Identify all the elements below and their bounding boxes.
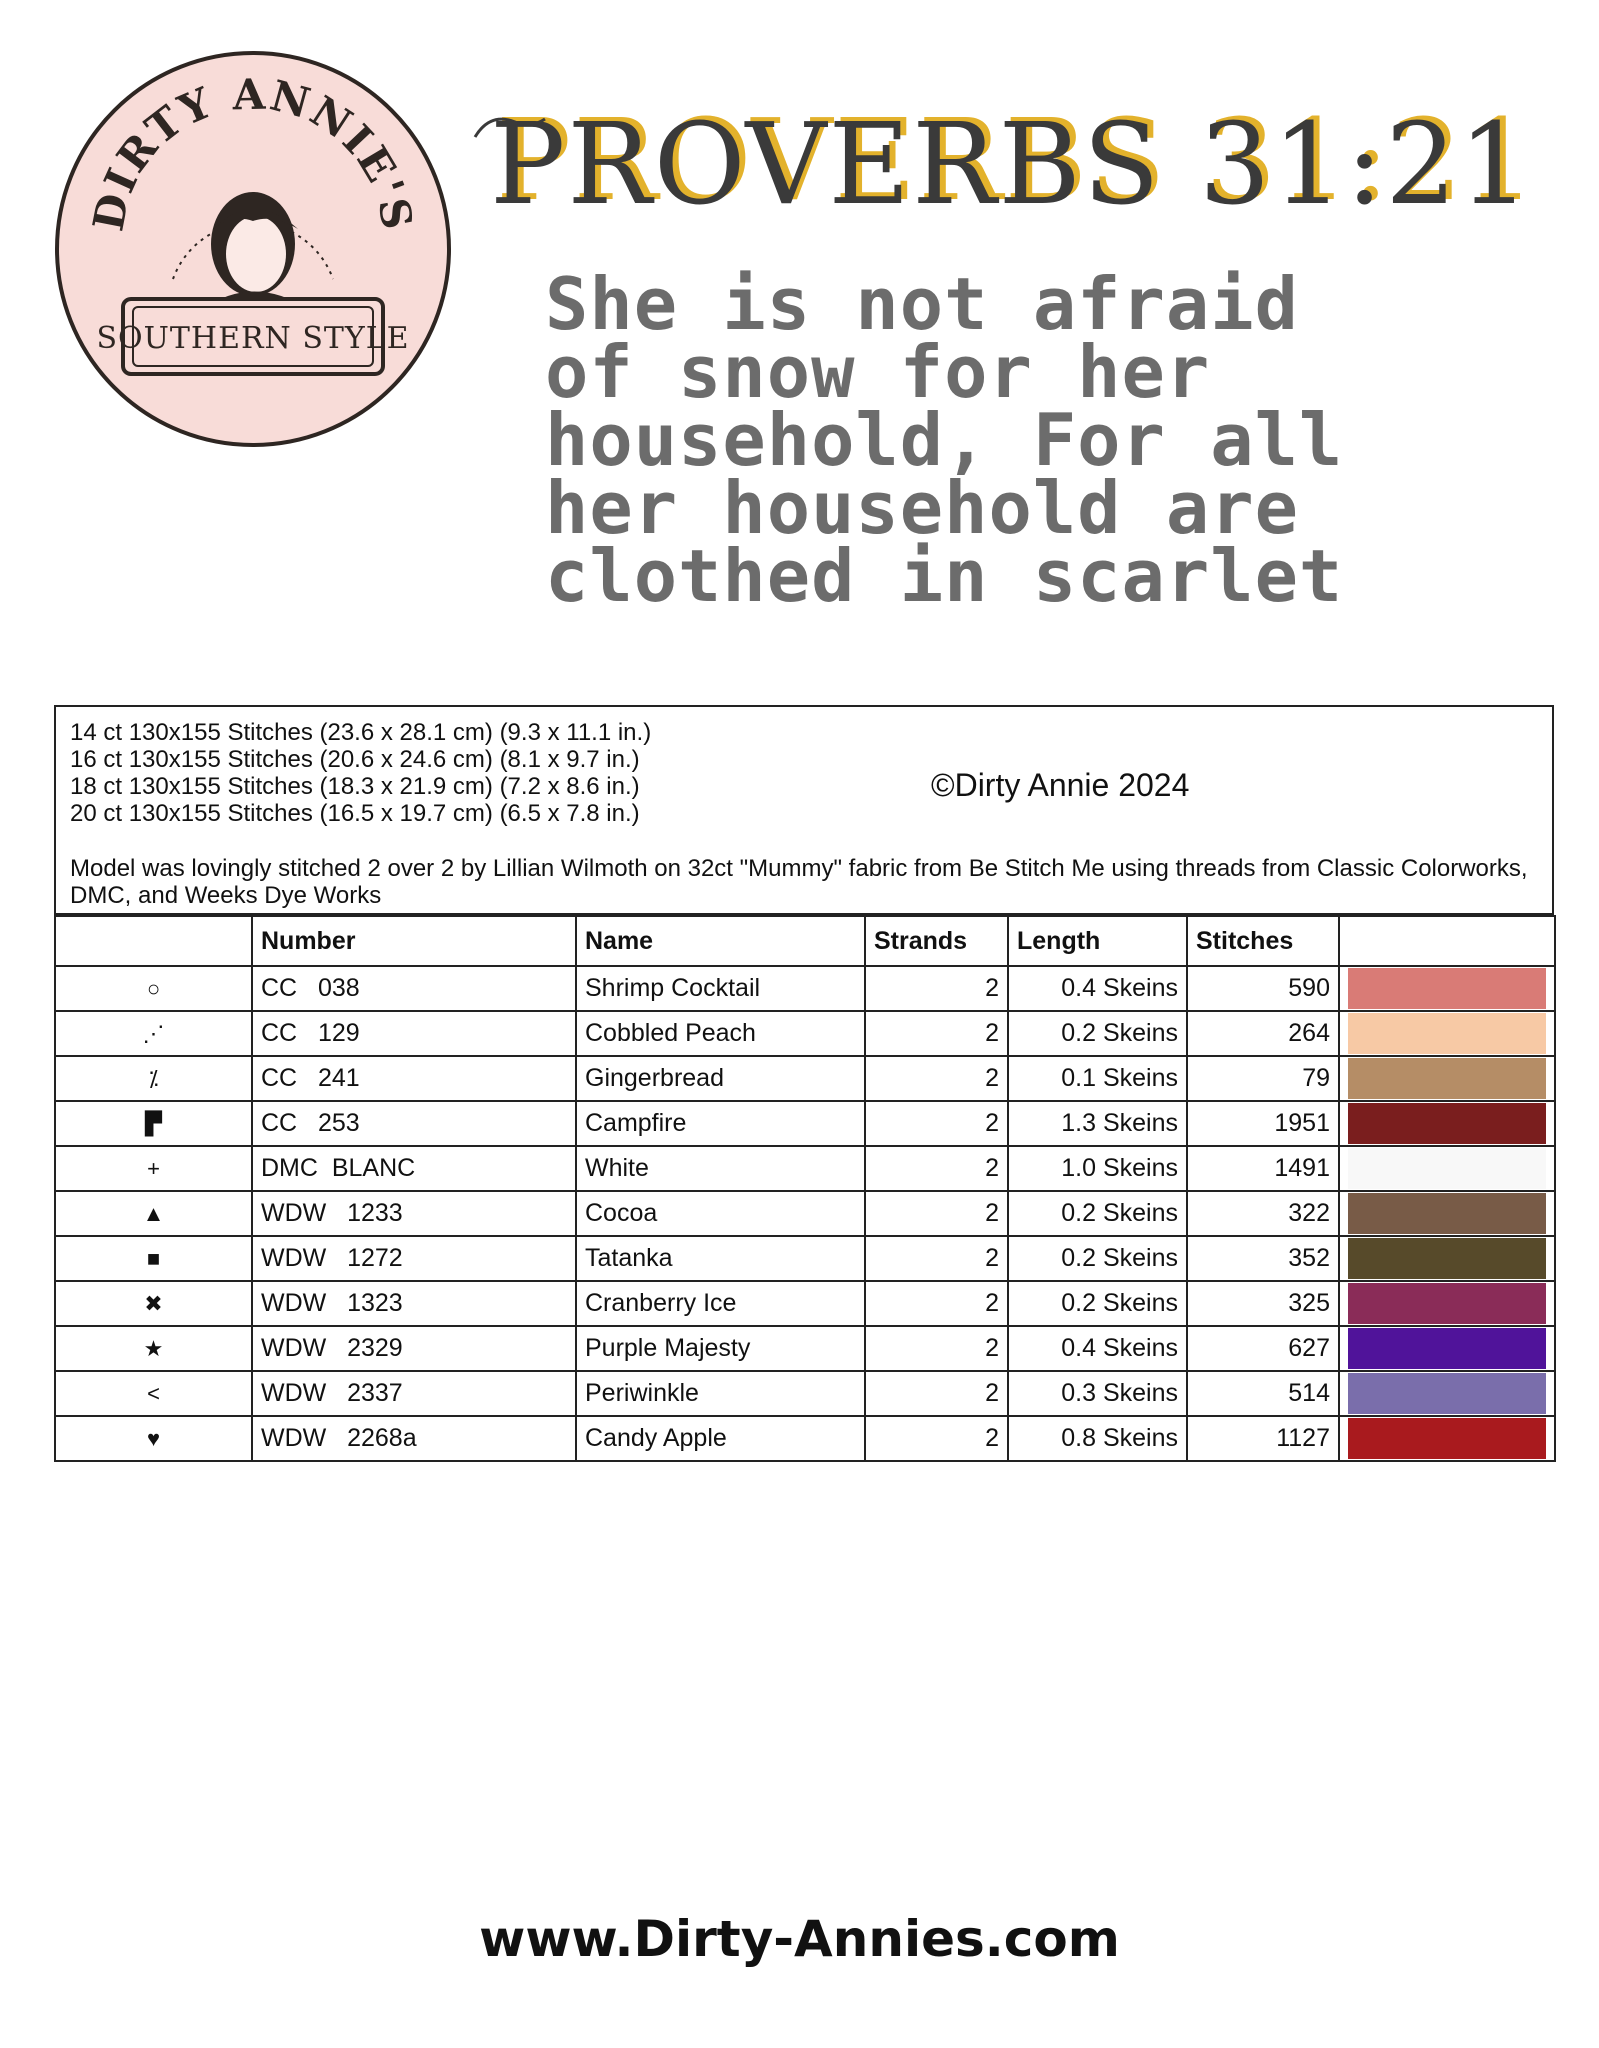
strands-value: 2 — [865, 1191, 1008, 1236]
size-line: 20 ct 130x155 Stitches (16.5 x 19.7 cm) (6.5 x 7.8 in.) — [70, 800, 640, 827]
thread-name: Gingerbread — [576, 1056, 865, 1101]
thread-name: Campfire — [576, 1101, 865, 1146]
size-line: 16 ct 130x155 Stitches (20.6 x 24.6 cm) (8.1 x 9.7 in.) — [70, 746, 640, 773]
color-swatch-cell — [1339, 1281, 1555, 1326]
verse-line: clothed in scarlet — [545, 534, 1344, 618]
circle-outline-icon: ○ — [55, 966, 252, 1011]
verse-line: of snow for her — [545, 330, 1211, 414]
flourish-icon — [470, 107, 550, 147]
less-than-icon: < — [55, 1371, 252, 1416]
length-value: 0.8 Skeins — [1008, 1416, 1187, 1461]
color-swatch — [1348, 1238, 1546, 1279]
thread-name: Shrimp Cocktail — [576, 966, 865, 1011]
thread-name: Purple Majesty — [576, 1326, 865, 1371]
table-row — [55, 1191, 1555, 1236]
stitches-value: 1127 — [1187, 1416, 1339, 1461]
table-row — [55, 1101, 1555, 1146]
brand-logo — [53, 49, 453, 449]
logo-banner-text: SOUTHERN STYLE — [96, 321, 410, 356]
strands-value: 2 — [865, 1146, 1008, 1191]
color-swatch-cell — [1339, 966, 1555, 1011]
verse-line: She is not afraid — [545, 262, 1299, 346]
strands-value: 2 — [865, 966, 1008, 1011]
color-swatch — [1348, 1103, 1546, 1144]
color-swatch-cell — [1339, 1101, 1555, 1146]
color-swatch — [1348, 1193, 1546, 1234]
table-row — [55, 1281, 1555, 1326]
plus-icon: + — [55, 1146, 252, 1191]
logo-brand-text: DIRTY ANNIE'S — [83, 69, 423, 235]
stitches-value: 1951 — [1187, 1101, 1339, 1146]
stitches-value: 264 — [1187, 1011, 1339, 1056]
color-swatch-cell — [1339, 1056, 1555, 1101]
table-row — [55, 1371, 1555, 1416]
thread-number: CC 129 — [252, 1011, 576, 1056]
dotted-slash-icon: ⋰ — [55, 1011, 252, 1056]
table-row — [55, 1056, 1555, 1101]
table-row — [55, 1146, 1555, 1191]
heart-icon: ♥ — [55, 1416, 252, 1461]
length-value: 0.1 Skeins — [1008, 1056, 1187, 1101]
strands-value: 2 — [865, 1416, 1008, 1461]
strands-value: 2 — [865, 1371, 1008, 1416]
size-line: 18 ct 130x155 Stitches (18.3 x 21.9 cm) (7.2 x 8.6 in.) — [70, 773, 640, 800]
strands-value: 2 — [865, 1011, 1008, 1056]
length-value: 0.2 Skeins — [1008, 1236, 1187, 1281]
thread-name: Periwinkle — [576, 1371, 865, 1416]
color-swatch-cell — [1339, 1191, 1555, 1236]
color-swatch — [1348, 1148, 1546, 1189]
color-swatch — [1348, 1013, 1546, 1054]
stitches-header: Stitches — [1187, 916, 1339, 966]
thread-number: CC 038 — [252, 966, 576, 1011]
length-value: 1.0 Skeins — [1008, 1146, 1187, 1191]
strands-header: Strands — [865, 916, 1008, 966]
thread-number: WDW 1233 — [252, 1191, 576, 1236]
website-url: www.Dirty-Annies.com — [479, 1910, 1120, 1968]
length-value: 0.4 Skeins — [1008, 966, 1187, 1011]
color-swatch — [1348, 1058, 1546, 1099]
x-mark-icon: ✖ — [55, 1281, 252, 1326]
page-title-text: PROVERBS 31:21 — [490, 100, 1532, 230]
thread-number: CC 253 — [252, 1101, 576, 1146]
square-icon: ■ — [55, 1236, 252, 1281]
triangle-icon: ▲ — [55, 1191, 252, 1236]
color-swatch-cell — [1339, 1236, 1555, 1281]
model-note: Model was lovingly stitched 2 over 2 by Lillian Wilmoth on 32ct "Mummy" fabric from Be Stitch Me using threads from Classic Colorworks, DMC, and Weeks Dye Works — [70, 855, 1528, 909]
color-swatch — [1348, 1328, 1546, 1369]
length-value: 0.4 Skeins — [1008, 1326, 1187, 1371]
thread-name: Cocoa — [576, 1191, 865, 1236]
color-swatch — [1348, 1418, 1546, 1459]
thread-number: WDW 2337 — [252, 1371, 576, 1416]
thread-name: Candy Apple — [576, 1416, 865, 1461]
table-row — [55, 966, 1555, 1011]
color-swatch — [1348, 1283, 1546, 1324]
star-icon: ★ — [55, 1326, 252, 1371]
length-value: 0.2 Skeins — [1008, 1281, 1187, 1326]
color-header — [1339, 916, 1555, 966]
verse-line: household, For all — [545, 398, 1344, 482]
color-swatch — [1348, 1373, 1546, 1414]
length-value: 0.2 Skeins — [1008, 1011, 1187, 1056]
strands-value: 2 — [865, 1101, 1008, 1146]
color-swatch-cell — [1339, 1146, 1555, 1191]
size-line: 14 ct 130x155 Stitches (23.6 x 28.1 cm) (9.3 x 11.1 in.) — [70, 719, 652, 746]
stitches-value: 325 — [1187, 1281, 1339, 1326]
table-row — [55, 1416, 1555, 1461]
fabric-sizes — [70, 719, 651, 827]
length-value: 0.2 Skeins — [1008, 1191, 1187, 1236]
thread-number: WDW 2268a — [252, 1416, 576, 1461]
verse-line: her household are — [545, 466, 1299, 550]
stitches-value: 79 — [1187, 1056, 1339, 1101]
symbol-header — [55, 916, 252, 966]
thread-name: Tatanka — [576, 1236, 865, 1281]
copyright-text: ©Dirty Annie 2024 — [931, 767, 1190, 803]
thread-key-table — [54, 915, 1556, 1462]
stitches-value: 322 — [1187, 1191, 1339, 1236]
number-header: Number — [252, 916, 576, 966]
stitches-value: 627 — [1187, 1326, 1339, 1371]
color-swatch-cell — [1339, 1416, 1555, 1461]
thread-name: Cranberry Ice — [576, 1281, 865, 1326]
table-header-row — [55, 916, 1555, 966]
strands-value: 2 — [865, 1056, 1008, 1101]
strands-value: 2 — [865, 1281, 1008, 1326]
corner-block-icon: ▛ — [55, 1101, 252, 1146]
verse-text — [545, 262, 1545, 618]
color-swatch-cell — [1339, 1011, 1555, 1056]
thread-number: WDW 2329 — [252, 1326, 576, 1371]
thread-number: WDW 1323 — [252, 1281, 576, 1326]
percent-icon: ⁒ — [55, 1056, 252, 1101]
color-swatch-cell — [1339, 1326, 1555, 1371]
color-swatch-cell — [1339, 1371, 1555, 1416]
thread-name: White — [576, 1146, 865, 1191]
strands-value: 2 — [865, 1236, 1008, 1281]
length-value: 1.3 Skeins — [1008, 1101, 1187, 1146]
stitches-value: 352 — [1187, 1236, 1339, 1281]
color-swatch — [1348, 968, 1546, 1009]
stitches-value: 1491 — [1187, 1146, 1339, 1191]
page-title — [490, 95, 1560, 235]
thread-name: Cobbled Peach — [576, 1011, 865, 1056]
table-row — [55, 1236, 1555, 1281]
stitches-value: 590 — [1187, 966, 1339, 1011]
pattern-info-box — [54, 705, 1554, 915]
stitches-value: 514 — [1187, 1371, 1339, 1416]
length-header: Length — [1008, 916, 1187, 966]
thread-number: DMC BLANC — [252, 1146, 576, 1191]
length-value: 0.3 Skeins — [1008, 1371, 1187, 1416]
thread-number: CC 241 — [252, 1056, 576, 1101]
table-row — [55, 1011, 1555, 1056]
name-header: Name — [576, 916, 865, 966]
thread-number: WDW 1272 — [252, 1236, 576, 1281]
table-row — [55, 1326, 1555, 1371]
strands-value: 2 — [865, 1326, 1008, 1371]
